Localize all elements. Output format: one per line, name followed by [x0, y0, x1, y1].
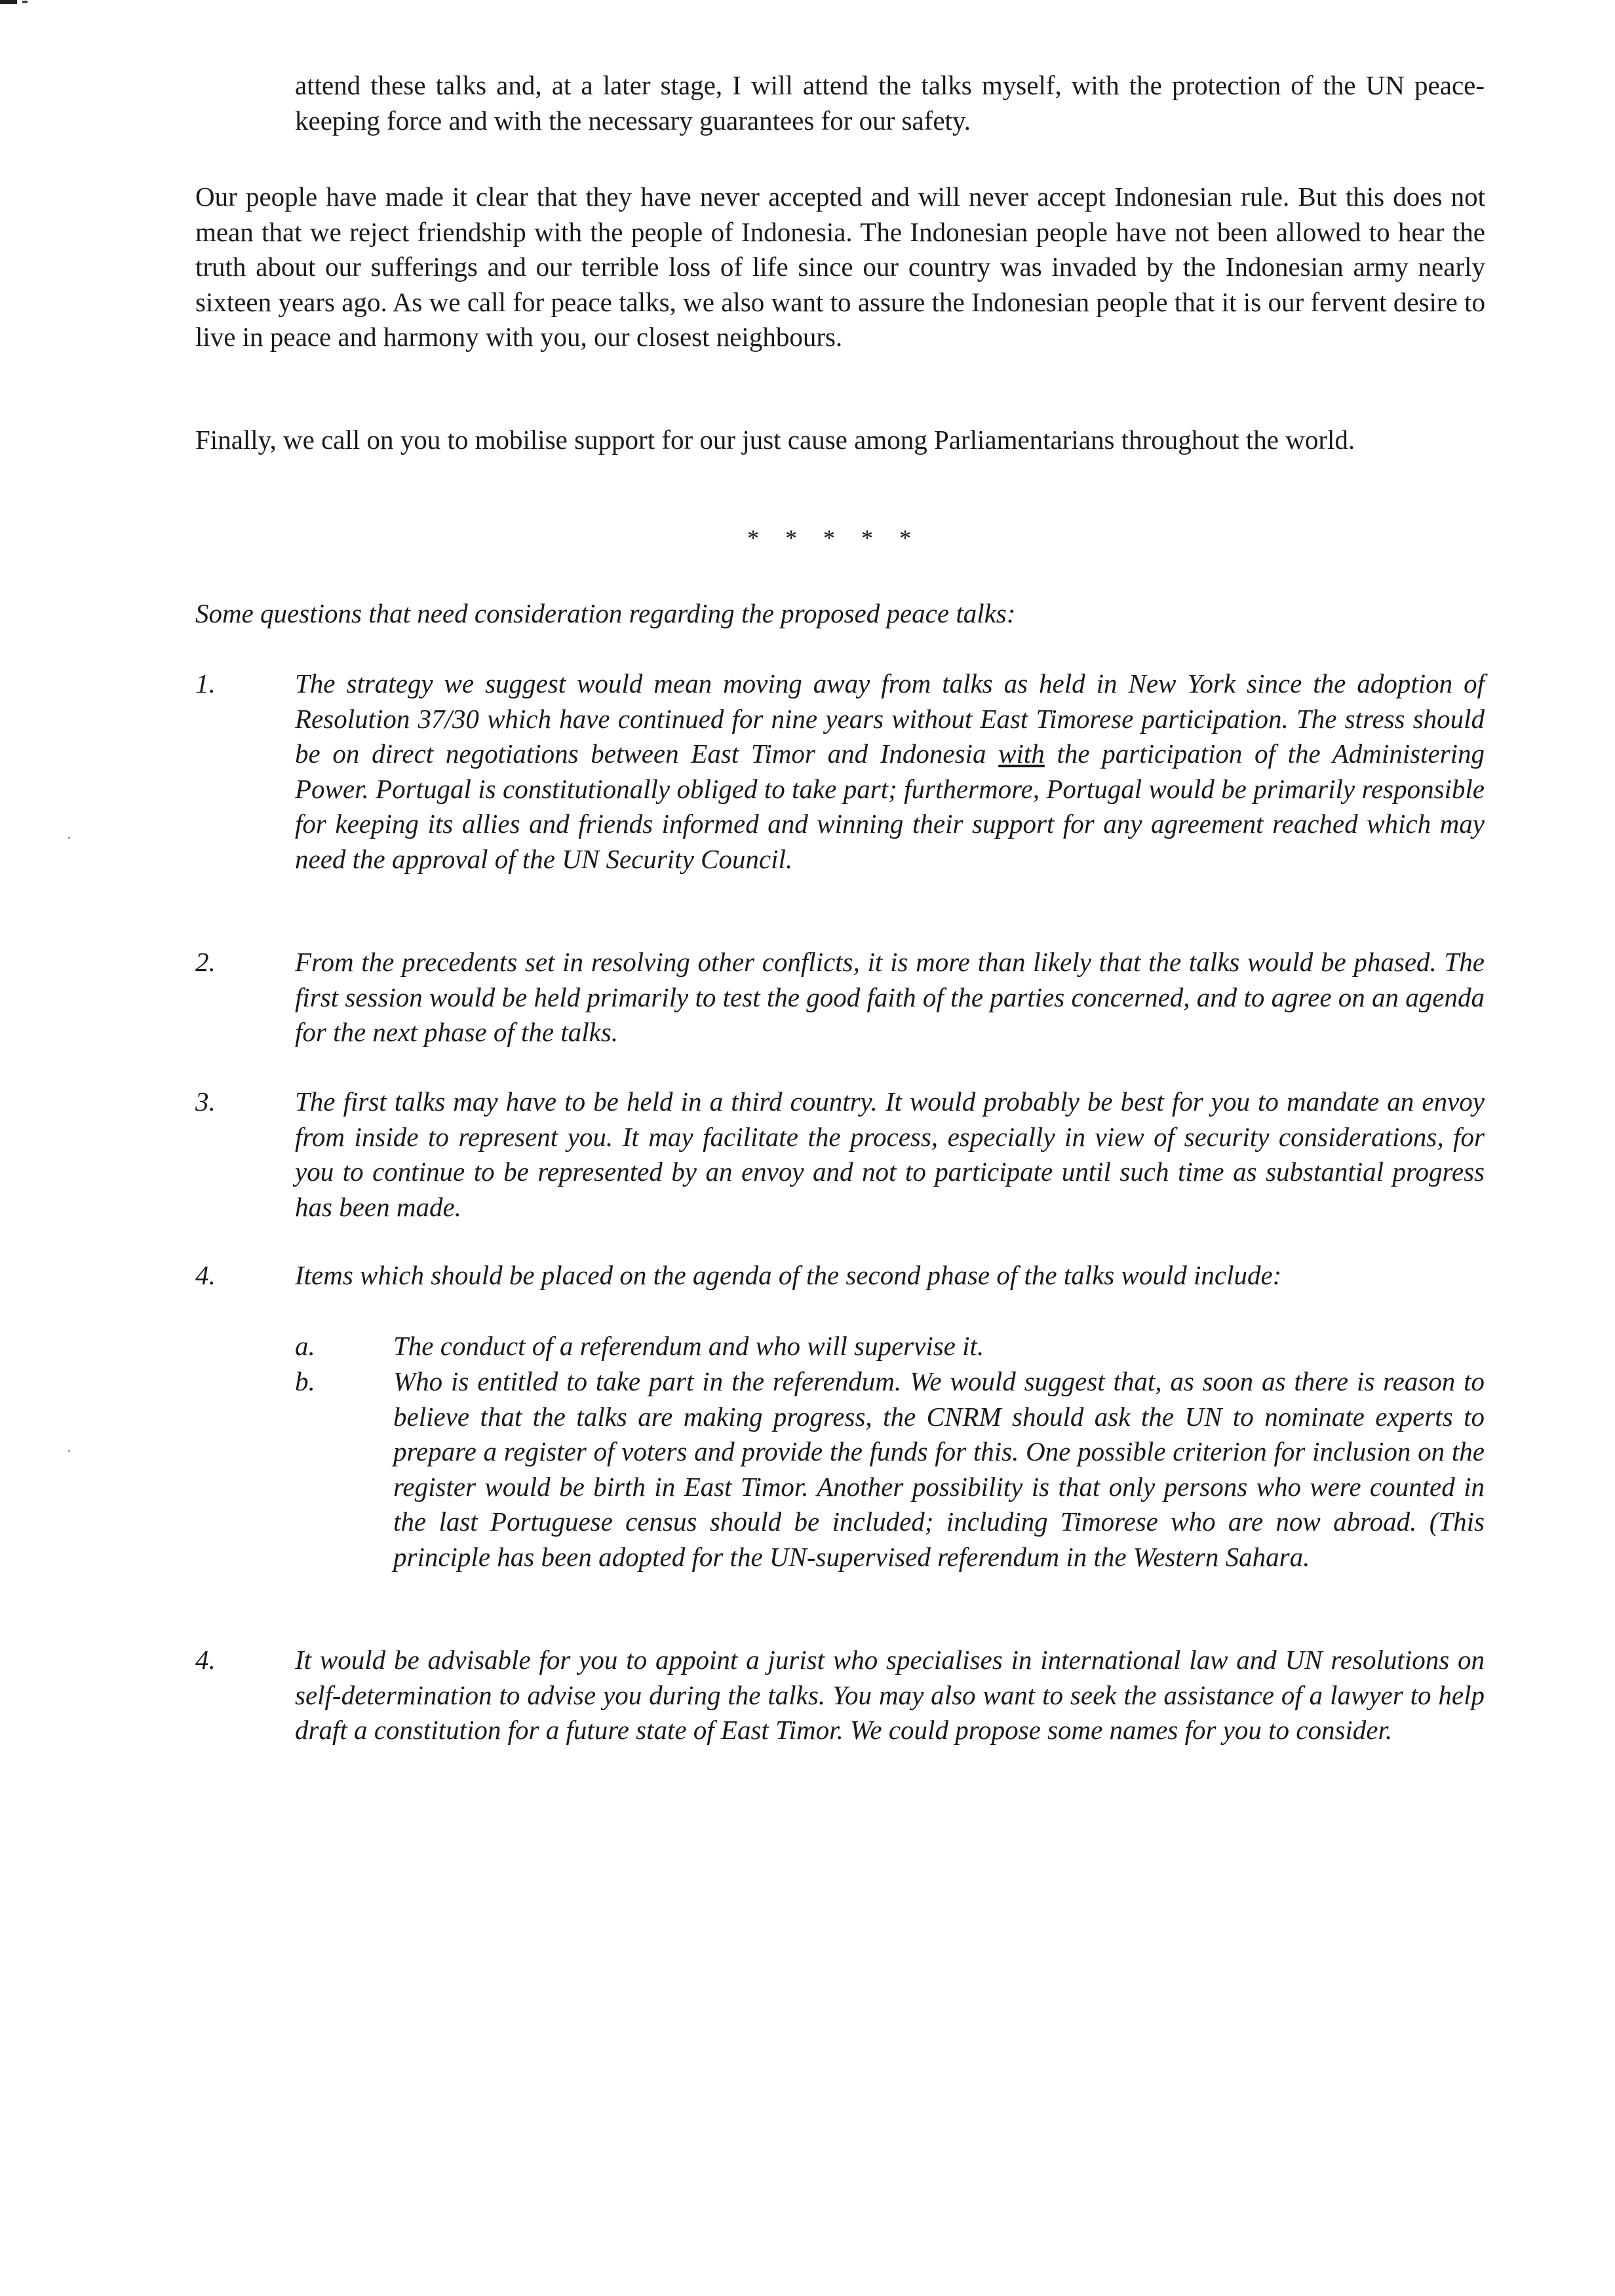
sub-item-text-b: Who is entitled to take part in the referendum. We would suggest that, as soon as there is reason to believe that the talks are making progress, the CNRM should ask the UN to nominate experts to prepare a register of voters and provide the funds for this. One possible criterion for inclusion on the register would be birth in East Timor. Another possibility is that only persons who were counted in the last Portuguese census should be included; including Timorese who are now abroad. (This principle has been adopted for the UN-supervised referendum in the Western Sahara.	[393, 1366, 1485, 1572]
underlined-word: with	[998, 738, 1045, 769]
question-text-2: From the precedents set in resolving other conflicts, it is more than likely that the talks would be phased. The first session would be held primarily to test the good faith of the parties concerned, and to agree on an agenda for the next phase of the talks.	[295, 947, 1485, 1047]
sub-item-letter: b.	[295, 1366, 315, 1396]
question-text-part: the participation of the Administering Power. Portugal is constitutionally obliged to take part; furthermore, Portugal would be primarily responsible for keeping its allies and friends informed and winning their support for any agreement reached which may need the approval of the UN Security Council.	[295, 738, 1485, 874]
scan-mark	[22, 1, 28, 3]
question-text-1	[295, 666, 1485, 877]
questions-heading: Some questions that need consideration regarding the proposed peace talks:	[195, 598, 1016, 628]
question-text-5: It would be advisable for you to appoint a jurist who specialises in international law and UN resolutions on self-determination to advise you during the talks. You may also want to seek the assistance of a lawyer to help draft a constitution for a future state of East Timor. We could propose some names for you to consider.	[295, 1645, 1485, 1745]
scan-speck	[68, 1450, 70, 1452]
question-text-part: The strategy we suggest would mean moving away from talks as held in New York since the adoption of Resolution 37/30 which have continued for nine years without East Timorese participation. The stress should be on direct negotiations between East Timor and Indonesia	[295, 668, 1485, 769]
question-text-3: The first talks may have to be held in a third country. It would probably be best for you to mandate an envoy from inside to represent you. It may facilitate the process, especially in view of security considerations, for you to continue to be represented by an envoy and not to participate until such time as substantial progress has been made.	[295, 1086, 1485, 1222]
sub-item-text-a: The conduct of a referendum and who will supervise it.	[393, 1331, 984, 1361]
question-text-4: Items which should be placed on the agenda of the second phase of the talks would include:	[295, 1260, 1282, 1290]
question-number: 4.	[195, 1260, 216, 1290]
separator-star: *	[747, 525, 759, 551]
separator-star: *	[899, 525, 911, 551]
separator-star: *	[785, 525, 797, 551]
separator-star: *	[861, 525, 873, 551]
question-number: 3.	[195, 1086, 216, 1117]
question-number: 4.	[195, 1645, 216, 1675]
scan-speck	[68, 837, 70, 839]
sub-item-letter: a.	[295, 1331, 315, 1361]
body-paragraph-1: Our people have made it clear that they have never accepted and will never accept Indonesian rule. But this does not mean that we reject friendship with the people of Indonesia. The Indonesian people have not been allowed to hear the truth about our sufferings and our terrible loss of life since our country was invaded by the Indonesian army nearly sixteen years ago. As we call for peace talks, we also want to assure the Indonesian people that it is our fervent desire to live in peace and harmony with you, our closest neighbours.	[195, 182, 1485, 352]
question-number: 1.	[195, 668, 216, 698]
scan-mark	[0, 0, 17, 4]
body-paragraph-2: Finally, we call on you to mobilise support for our just cause among Parliamentarians throughout the world.	[195, 425, 1355, 455]
question-number: 2.	[195, 947, 216, 977]
section-separator	[734, 524, 924, 552]
intro-paragraph: attend these talks and, at a later stage, I will attend the talks myself, with the protection of the UN peace-keeping force and with the necessary guarantees for our safety.	[295, 70, 1485, 136]
separator-star: *	[823, 525, 835, 551]
